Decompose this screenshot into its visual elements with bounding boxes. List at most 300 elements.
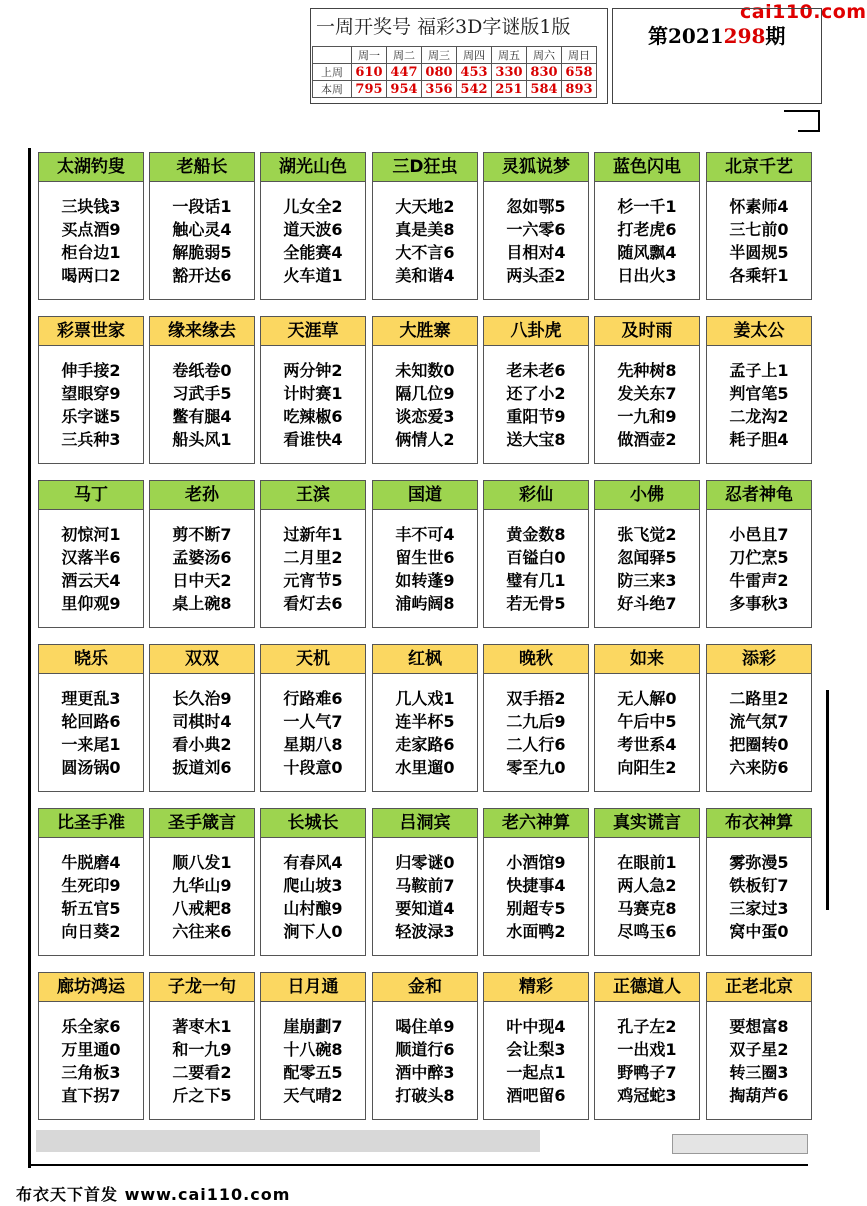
draw-number: 356 [422,81,457,98]
riddle-card-body [707,346,811,451]
riddle-line: 爬山坡3 [283,876,343,895]
riddle-card [594,316,700,464]
riddle-card [483,480,589,628]
this-week-label: 本周 [313,81,352,98]
riddle-line: 马赛克8 [617,899,677,918]
riddle-line: 配零五5 [283,1063,343,1082]
riddle-line: 防三来3 [617,571,677,590]
riddle-card-body [261,674,365,779]
riddle-line: 双手捂2 [506,689,566,708]
riddle-line: 两人急2 [617,876,677,895]
riddle-card-body [261,1002,365,1107]
riddle-line: 理更乱3 [61,689,121,708]
riddle-card [372,808,478,956]
riddle-card [706,480,812,628]
riddle-card-title: 彩仙 [484,481,588,510]
riddle-card-body [39,838,143,943]
riddle-line: 全能赛4 [283,243,343,262]
riddle-line: 浦屿阔8 [395,594,455,613]
riddle-line: 望眼穿9 [61,384,121,403]
riddle-line: 火车道1 [283,266,343,285]
riddle-line: 一人气7 [283,712,343,731]
riddle-line: 各乘轩1 [729,266,789,285]
riddle-card-body [39,674,143,779]
riddle-card [260,152,366,300]
riddle-line: 叶中现4 [506,1017,566,1036]
riddle-card-body [150,838,254,943]
riddle-card [594,972,700,1120]
riddle-line: 好斗绝7 [617,594,677,613]
riddle-line: 触心灵4 [172,220,232,239]
riddle-card-body [150,182,254,287]
riddle-line: 耗子胆4 [729,430,789,449]
riddle-line: 两分钟2 [283,361,343,380]
riddle-line: 张飞觉2 [617,525,677,544]
riddle-line: 转三圈3 [729,1063,789,1082]
riddle-line: 向日葵2 [61,922,121,941]
riddle-line: 别超专5 [506,899,566,918]
riddle-card-body [373,838,477,943]
riddle-card [706,972,812,1120]
riddle-card-body [484,674,588,779]
riddle-card [149,316,255,464]
riddle-card [372,972,478,1120]
riddle-card-body [39,510,143,615]
riddle-line: 喝住单9 [395,1017,455,1036]
riddle-line: 黄金数8 [506,525,566,544]
riddle-card [706,644,812,792]
riddle-card [594,480,700,628]
draw-number: 080 [422,64,457,81]
riddle-card-title: 晚秋 [484,645,588,674]
riddle-card-body [373,1002,477,1107]
riddle-line: 连半杯5 [395,712,455,731]
riddle-line: 二九后9 [506,712,566,731]
riddle-card [38,316,144,464]
riddle-line: 牛脱磨4 [61,853,121,872]
riddle-line: 刀伫烹5 [729,548,789,567]
riddle-line: 几人戏1 [395,689,455,708]
riddle-card [260,480,366,628]
riddle-line: 忽如鄂5 [506,197,566,216]
riddle-line: 多事秋3 [729,594,789,613]
riddle-line: 半圆规5 [729,243,789,262]
riddle-line: 未知数0 [395,361,455,380]
draw-number: 453 [457,64,492,81]
riddle-card-body [484,510,588,615]
riddle-line: 重阳节9 [506,407,566,426]
riddle-card-title: 王滨 [261,481,365,510]
riddle-card-body [39,346,143,451]
riddle-card-body [484,346,588,451]
frame-right-line [826,690,829,910]
riddle-line: 要想富8 [729,1017,789,1036]
riddle-card [372,152,478,300]
draw-number: 251 [492,81,527,98]
riddle-card-body [595,182,699,287]
riddle-card-title: 子龙一句 [150,973,254,1002]
riddle-line: 目相对4 [506,243,566,262]
riddle-card-body [707,838,811,943]
riddle-line: 孟子上1 [729,361,789,380]
frame-right-tick [818,110,820,130]
riddle-line: 先种树8 [617,361,677,380]
riddle-line: 零至九0 [506,758,566,777]
riddle-line: 桌上碗8 [172,594,232,613]
riddle-line: 顺道行6 [395,1040,455,1059]
riddle-card-title: 如来 [595,645,699,674]
riddle-card-body [261,182,365,287]
riddle-line: 二月里2 [283,548,343,567]
riddle-card-title: 忍者神龟 [707,481,811,510]
riddle-card-title: 双双 [150,645,254,674]
draw-number: 610 [352,64,387,81]
frame-left-line [28,148,31,1168]
riddle-card [483,972,589,1120]
riddle-line: 牛雷声2 [729,571,789,590]
riddle-line: 双子星2 [729,1040,789,1059]
riddle-card-title: 蓝色闪电 [595,153,699,182]
riddle-line: 六往来6 [172,922,232,941]
riddle-card [149,644,255,792]
riddle-card [594,808,700,956]
riddle-line: 小邑且7 [729,525,789,544]
riddle-card [38,808,144,956]
riddle-card-body [150,346,254,451]
riddle-card [483,644,589,792]
riddle-line: 大天地2 [395,197,455,216]
riddle-card [149,972,255,1120]
riddle-card-body [373,510,477,615]
riddle-line: 司棋时4 [172,712,232,731]
riddle-card-title: 真实谎言 [595,809,699,838]
riddle-line: 小酒馆9 [506,853,566,872]
riddle-line: 璧有几1 [506,571,566,590]
riddle-card-title: 湖光山色 [261,153,365,182]
riddle-line: 直下拐7 [61,1086,121,1105]
riddle-card-body [261,510,365,615]
riddle-card-title: 国道 [373,481,477,510]
riddle-card [260,316,366,464]
riddle-card [594,152,700,300]
riddle-line: 还了小2 [506,384,566,403]
issue-prefix: 第2021 [648,24,724,48]
issue-number [648,20,785,49]
riddle-line: 铁板钉7 [729,876,789,895]
riddle-card-title: 缘来缘去 [150,317,254,346]
riddle-line: 斤之下5 [172,1086,232,1105]
riddle-line: 顺八发1 [172,853,232,872]
riddle-card-body [150,510,254,615]
riddle-card [149,152,255,300]
issue-value: 298 [723,24,766,48]
riddle-line: 元宵节5 [283,571,343,590]
bottom-line [28,1164,808,1166]
riddle-card [706,152,812,300]
week-results-table [312,46,597,98]
riddle-line: 丰不可4 [395,525,455,544]
riddle-line: 发关东7 [617,384,677,403]
riddle-line: 三兵种3 [61,430,121,449]
riddle-grid [38,152,816,1122]
riddle-line: 尽鸣玉6 [617,922,677,941]
draw-number: 330 [492,64,527,81]
riddle-card-body [484,182,588,287]
riddle-card [372,480,478,628]
riddle-line: 判官笔5 [729,384,789,403]
riddle-card-title: 日月通 [261,973,365,1002]
day-header: 周六 [527,47,562,64]
riddle-card [38,480,144,628]
riddle-line: 在眼前1 [617,853,677,872]
riddle-card [260,808,366,956]
riddle-line: 长久治9 [172,689,232,708]
riddle-line: 吃辣椒6 [283,407,343,426]
riddle-line: 一来尾1 [61,735,121,754]
riddle-line: 习武手5 [172,384,232,403]
riddle-line: 鳖有腿4 [172,407,232,426]
riddle-card [149,480,255,628]
riddle-card-title: 老孙 [150,481,254,510]
riddle-card [594,644,700,792]
day-header: 周三 [422,47,457,64]
riddle-line: 三家过3 [729,899,789,918]
riddle-line: 剪不断7 [172,525,232,544]
frame-top-line [784,110,820,112]
riddle-line: 打老虎6 [617,220,677,239]
riddle-line: 伸手接2 [61,361,121,380]
riddle-line: 酒中醉3 [395,1063,455,1082]
riddle-card-body [484,1002,588,1107]
riddle-line: 初惊河1 [61,525,121,544]
last-week-row [313,64,597,81]
riddle-card-body [595,838,699,943]
riddle-line: 向阳生2 [617,758,677,777]
riddle-line: 二路里2 [729,689,789,708]
riddle-line: 行路难6 [283,689,343,708]
riddle-line: 船头风1 [172,430,232,449]
riddle-line: 会让梨3 [506,1040,566,1059]
draw-number: 447 [387,64,422,81]
riddle-line: 雾弥漫5 [729,853,789,872]
riddle-line: 二龙沟2 [729,407,789,426]
riddle-line: 水里遛0 [395,758,455,777]
riddle-card [260,972,366,1120]
riddle-card-title: 灵狐说梦 [484,153,588,182]
riddle-line: 汉落半6 [61,548,121,567]
day-header: 周四 [457,47,492,64]
riddle-line: 百镒白0 [506,548,566,567]
riddle-card-body [261,346,365,451]
riddle-line: 水面鸭2 [506,922,566,941]
riddle-card-title: 姜太公 [707,317,811,346]
riddle-line: 把圈转0 [729,735,789,754]
corner-cell [313,47,352,64]
riddle-line: 日中天2 [172,571,232,590]
riddle-line: 野鸭子7 [617,1063,677,1082]
day-header: 周五 [492,47,527,64]
riddle-line: 孟婆汤6 [172,548,232,567]
riddle-card-title: 吕洞宾 [373,809,477,838]
draw-number: 893 [562,81,597,98]
riddle-line: 忽闻驿5 [617,548,677,567]
riddle-line: 美和谐4 [395,266,455,285]
riddle-card-body [39,182,143,287]
riddle-card-body [373,182,477,287]
riddle-line: 十八碗8 [283,1040,343,1059]
riddle-card-title: 精彩 [484,973,588,1002]
riddle-card-title: 比圣手准 [39,809,143,838]
page-title: 一周开奖号 福彩3D字谜版1版 [316,16,571,38]
riddle-line: 流气氛7 [729,712,789,731]
footer-text: 布衣天下首发 www.cai110.com [16,1185,291,1204]
riddle-card-title: 太湖钓叟 [39,153,143,182]
riddle-card-body [595,674,699,779]
day-header: 周一 [352,47,387,64]
riddle-card-title: 正老北京 [707,973,811,1002]
riddle-line: 谈恋爱3 [395,407,455,426]
draw-number: 542 [457,81,492,98]
riddle-line: 崖崩劃7 [283,1017,343,1036]
riddle-card [483,152,589,300]
riddle-line: 计时赛1 [283,384,343,403]
riddle-line: 掏葫芦6 [729,1086,789,1105]
riddle-card [260,644,366,792]
riddle-line: 有春风4 [283,853,343,872]
riddle-card-body [595,1002,699,1107]
riddle-line: 二人行6 [506,735,566,754]
riddle-line: 乐全家6 [61,1017,121,1036]
riddle-line: 马鞍前7 [395,876,455,895]
riddle-line: 如转蓬9 [395,571,455,590]
riddle-card-title: 八卦虎 [484,317,588,346]
riddle-line: 六来防6 [729,758,789,777]
riddle-line: 儿女全2 [283,197,343,216]
riddle-card-title: 天涯草 [261,317,365,346]
riddle-card-title: 长城长 [261,809,365,838]
riddle-line: 打破头8 [395,1086,455,1105]
day-header: 周日 [562,47,597,64]
day-header: 周二 [387,47,422,64]
riddle-line: 一起点1 [506,1063,566,1082]
draw-number: 830 [527,64,562,81]
riddle-line: 看谁快4 [283,430,343,449]
riddle-card [706,808,812,956]
riddle-card-body [373,674,477,779]
riddle-line: 做酒壶2 [617,430,677,449]
riddle-card-body [595,510,699,615]
riddle-line: 日出火3 [617,266,677,285]
riddle-card-title: 红枫 [373,645,477,674]
riddle-card-title: 老船长 [150,153,254,182]
site-logo[interactable]: cai110.com [740,1,867,23]
riddle-line: 看灯去6 [283,594,343,613]
riddle-line: 大不言6 [395,243,455,262]
riddle-card-title: 大胜寨 [373,317,477,346]
draw-number: 795 [352,81,387,98]
riddle-line: 豁开达6 [172,266,232,285]
riddle-line: 里仰观9 [61,594,121,613]
last-week-label: 上周 [313,64,352,81]
riddle-card-title: 正德道人 [595,973,699,1002]
riddle-card-title: 三D狂虫 [373,153,477,182]
riddle-line: 怀素师4 [729,197,789,216]
riddle-line: 涧下人0 [283,922,343,941]
riddle-line: 三七前0 [729,220,789,239]
riddle-line: 隔几位9 [395,384,455,403]
riddle-line: 买点酒9 [61,220,121,239]
riddle-line: 星期八8 [283,735,343,754]
riddle-line: 生死印9 [61,876,121,895]
riddle-card [372,644,478,792]
riddle-card [372,316,478,464]
riddle-card-body [595,346,699,451]
riddle-card-title: 马丁 [39,481,143,510]
riddle-line: 著枣木1 [172,1017,232,1036]
riddle-card [483,316,589,464]
riddle-line: 随风飘4 [617,243,677,262]
riddle-line: 一段话1 [172,197,232,216]
riddle-line: 三角板3 [61,1063,121,1082]
riddle-line: 看小典2 [172,735,232,754]
riddle-line: 斩五官5 [61,899,121,918]
riddle-line: 要知道4 [395,899,455,918]
riddle-line: 天气晴2 [283,1086,343,1105]
riddle-line: 轻波渌3 [395,922,455,941]
riddle-card-title: 老六神算 [484,809,588,838]
riddle-line: 若无骨5 [506,594,566,613]
riddle-line: 山村酿9 [283,899,343,918]
riddle-card [38,644,144,792]
riddle-card-body [150,674,254,779]
riddle-card-title: 北京千艺 [707,153,811,182]
riddle-card [38,972,144,1120]
riddle-line: 柜台边1 [61,243,121,262]
riddle-line: 卷纸卷0 [172,361,232,380]
riddle-line: 孔子左2 [617,1017,677,1036]
draw-number: 658 [562,64,597,81]
riddle-line: 无人解0 [617,689,677,708]
riddle-line: 乐字谜5 [61,407,121,426]
riddle-line: 一九和9 [617,407,677,426]
riddle-line: 真是美8 [395,220,455,239]
riddle-line: 考世系4 [617,735,677,754]
riddle-card-body [707,182,811,287]
riddle-line: 走家路6 [395,735,455,754]
riddle-line: 老未老6 [506,361,566,380]
riddle-card-title: 圣手箴言 [150,809,254,838]
riddle-line: 酒云天4 [61,571,121,590]
riddle-card-title: 晓乐 [39,645,143,674]
riddle-card-body [39,1002,143,1107]
riddle-line: 九华山9 [172,876,232,895]
riddle-line: 喝两口2 [61,266,121,285]
riddle-line: 解脆弱5 [172,243,232,262]
riddle-card-title: 天机 [261,645,365,674]
riddle-card-body [484,838,588,943]
riddle-card-title: 小佛 [595,481,699,510]
riddle-line: 送大宝8 [506,430,566,449]
riddle-line: 一六零6 [506,220,566,239]
riddle-line: 八戒耙8 [172,899,232,918]
riddle-card [706,316,812,464]
riddle-card-title: 及时雨 [595,317,699,346]
riddle-line: 和一九9 [172,1040,232,1059]
draw-number: 584 [527,81,562,98]
riddle-line: 快捷事4 [506,876,566,895]
riddle-line: 过新年1 [283,525,343,544]
riddle-card [38,152,144,300]
